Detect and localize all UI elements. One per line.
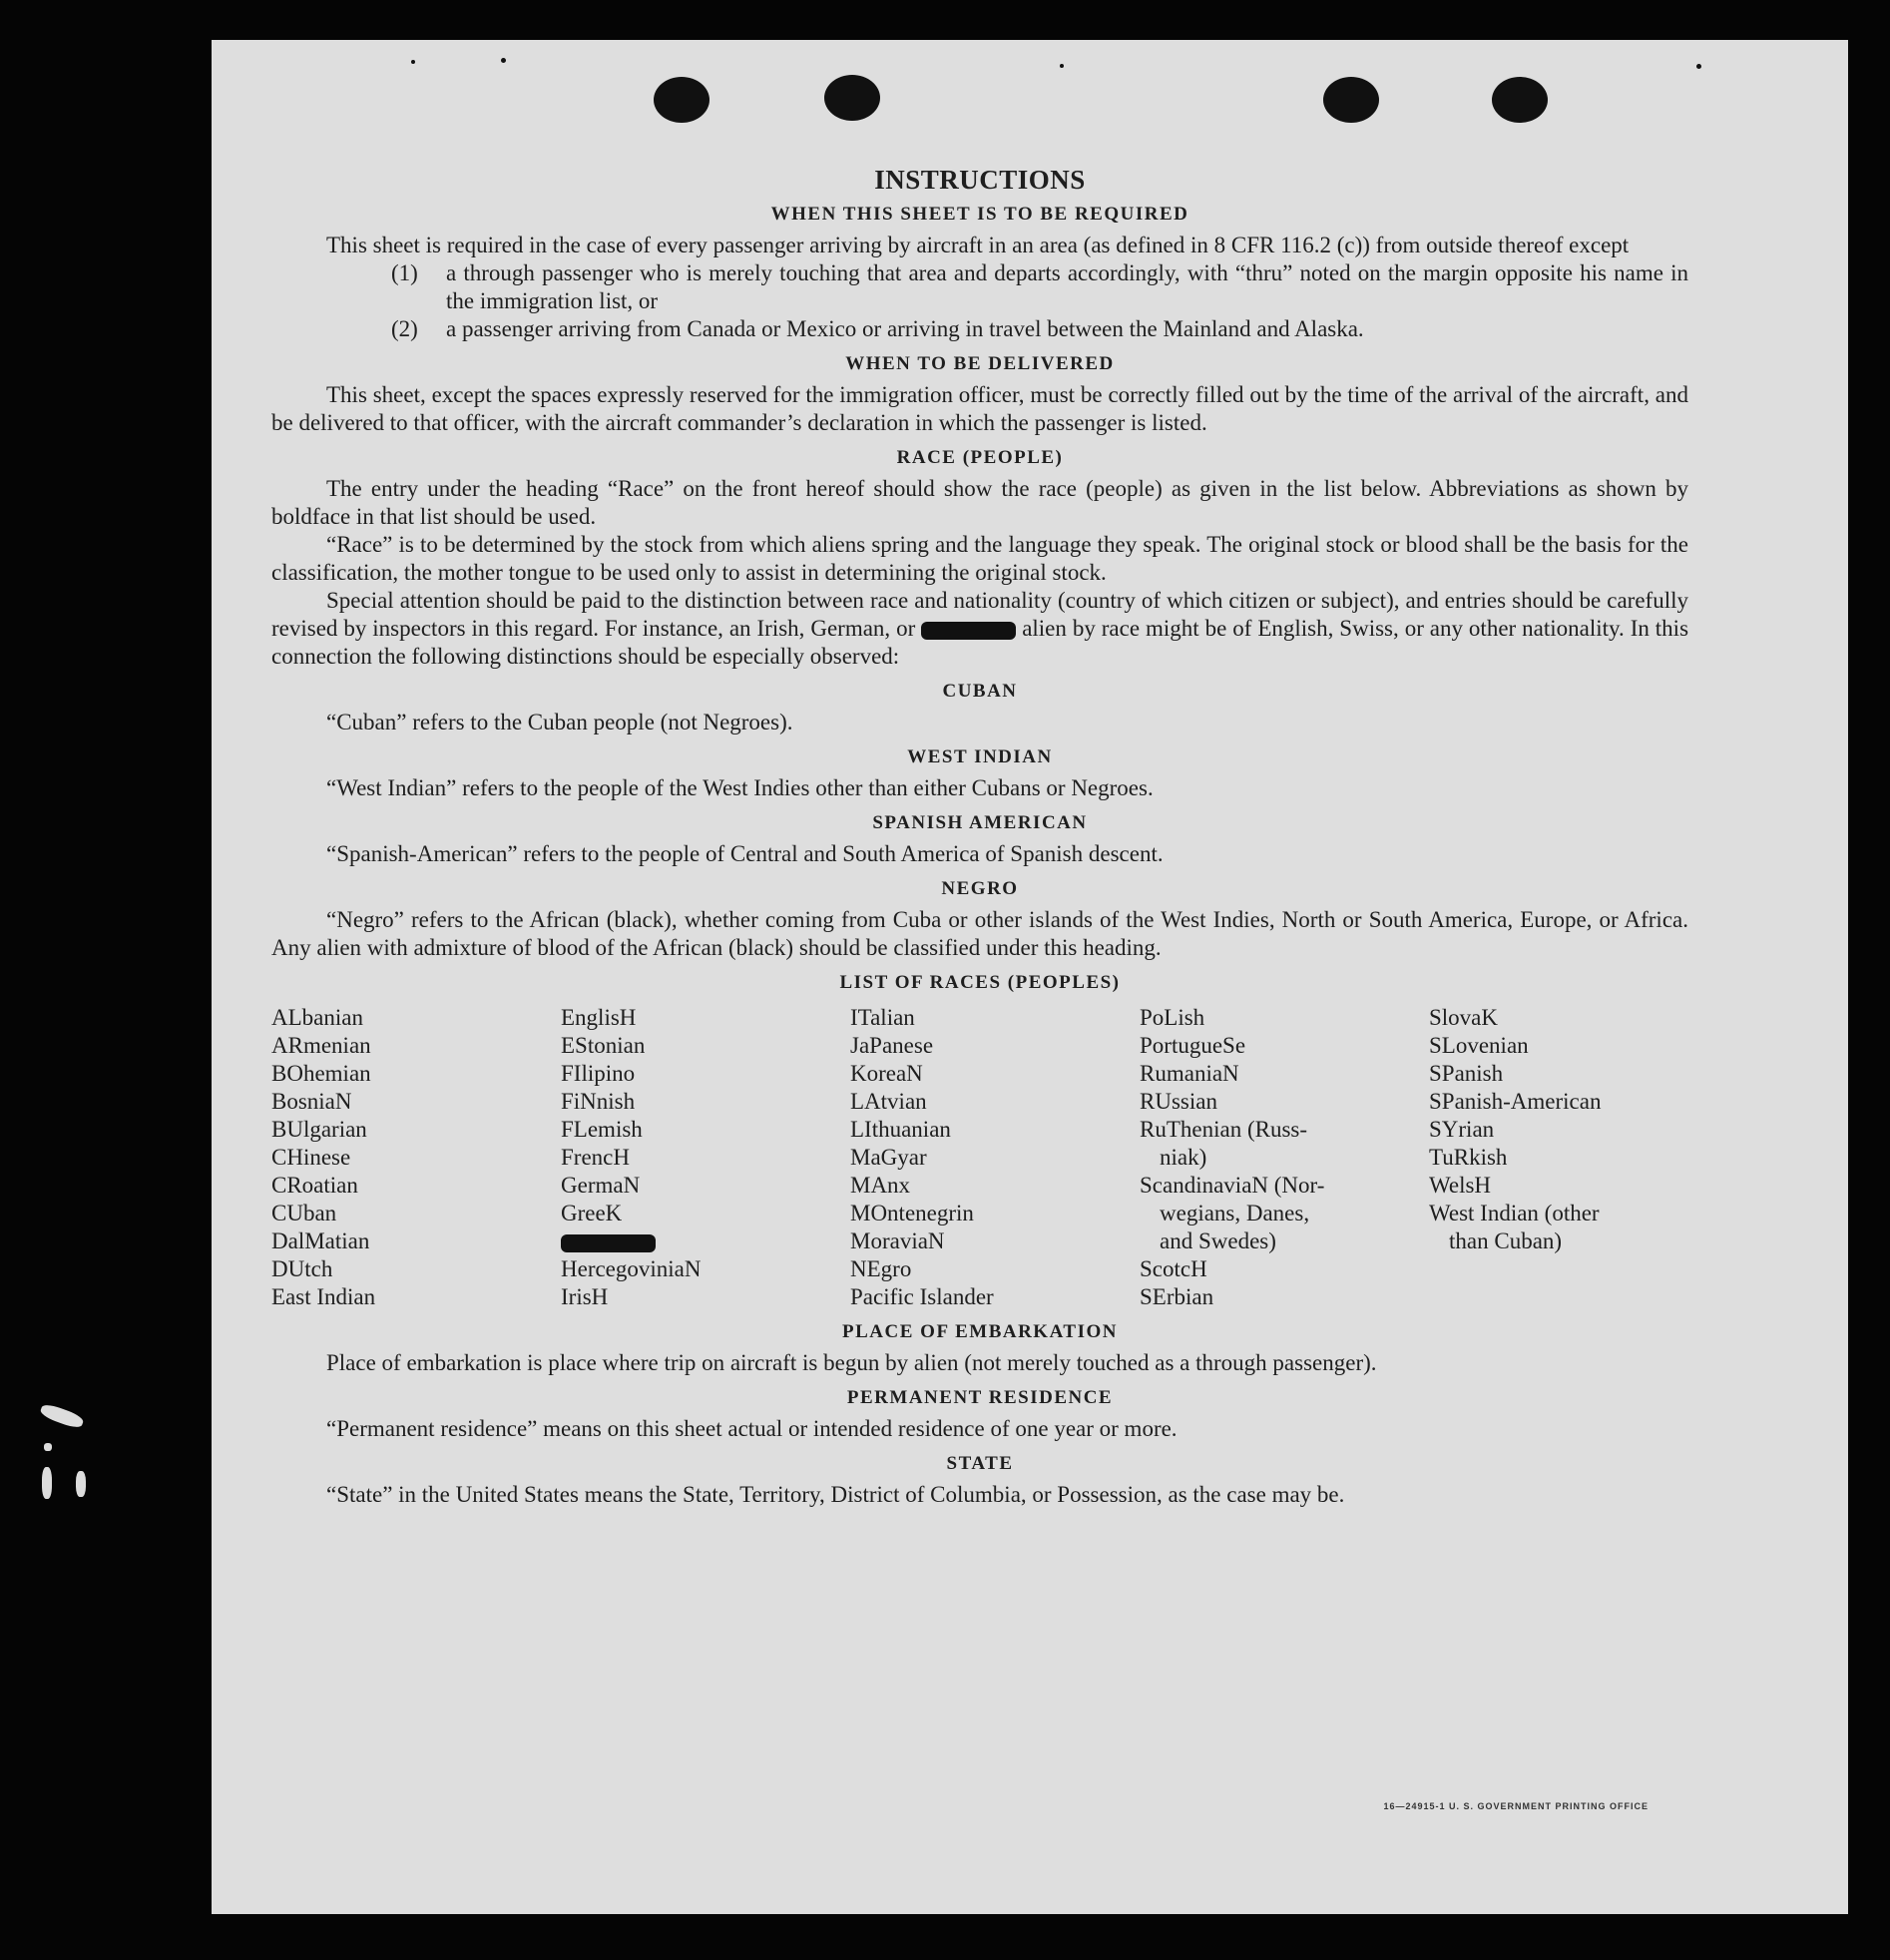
section-heading-required: WHEN THIS SHEET IS TO BE REQUIRED [770,204,1189,225]
race-entry: ITalian [850,1005,915,1030]
race-entry: NEgro [850,1256,912,1281]
instructions-content [271,165,1688,1509]
section-heading-negro: NEGRO [941,878,1019,899]
race-entry: DalMatian [271,1228,370,1253]
race-paragraph: Special attention should be paid to the distinction between race and nationality (country of which citizen or subject), and entries should be carefully revised by inspectors in this regard. For instance, an Irish, German, or alien by race might be of English, Swiss, or any other nationality. In this connection the following distinctions should be especially observed: [271,588,1689,669]
race-entry: West Indian (other [1429,1201,1600,1225]
race-entry: ScandinaviaN (Nor- [1140,1173,1325,1198]
race-entry: niak) [1160,1145,1207,1170]
section-heading-west-indian: WEST INDIAN [907,746,1053,767]
residence-text: “Permanent residence” means on this sheet actual or intended residence of one year or more. [326,1416,1178,1441]
race-entry: MOntenegrin [850,1201,974,1225]
punch-hole [1323,77,1379,123]
race-entry: GermaN [561,1173,641,1198]
race-column [271,1004,561,1311]
race-entry: RumaniaN [1140,1061,1239,1086]
race-entry: CHinese [271,1145,351,1170]
race-entry: SPanish [1429,1061,1504,1086]
spanish-american-text: “Spanish-American” refers to the people of Central and South America of Spanish descent. [326,841,1164,866]
race-entry: JaPanese [850,1033,934,1058]
race-entry: FiNnish [561,1089,636,1114]
race-entry: IrisH [561,1284,609,1309]
race-entry: WelsH [1429,1173,1492,1198]
section-heading-embarkation: PLACE OF EMBARKATION [842,1321,1118,1342]
race-entry: SPanish-American [1429,1089,1602,1114]
scan-speck [1696,64,1701,69]
scan-artifact [44,1443,52,1451]
punch-hole [654,77,709,123]
scan-speck [1060,64,1064,68]
scan-speck [501,58,506,63]
race-entry: BUlgarian [271,1117,367,1142]
race-entry: ARmenian [271,1033,371,1058]
race-entry: SlovaK [1429,1005,1498,1030]
required-text: This sheet is required in the case of every passenger arriving by aircraft in an area (as defined in 8 CFR 116.2 (c)) from outside thereof except [326,233,1630,257]
punch-hole [824,75,880,121]
race-list [271,1004,1688,1311]
race-entry: TuRkish [1429,1145,1508,1170]
race-entry: EnglisH [561,1005,637,1030]
section-heading-list: LIST OF RACES (PEOPLES) [839,972,1121,993]
race-entry: SYrian [1429,1117,1495,1142]
race-entry: CUban [271,1201,337,1225]
race-entry: LIthuanian [850,1117,951,1142]
section-heading-race: RACE (PEOPLE) [896,447,1064,468]
race-entry: FLemish [561,1117,643,1142]
race-entry: RUssian [1140,1089,1217,1114]
scan-artifact [76,1471,86,1497]
west-indian-text: “West Indian” refers to the people of the West Indies other than either Cubans or Negroes. [326,775,1154,800]
race-entry: MoraviaN [850,1228,945,1253]
section-heading-cuban: CUBAN [942,681,1018,702]
cuban-text: “Cuban” refers to the Cuban people (not Negroes). [326,710,793,735]
race-entry: MAnx [850,1173,911,1198]
race-entry: East Indian [271,1284,376,1309]
race-entry: LAtvian [850,1089,927,1114]
race-entry: RuThenian (Russ- [1140,1117,1308,1142]
race-column [1429,1004,1718,1311]
race-entry: DUtch [271,1256,333,1281]
exception-list [391,259,1688,343]
race-entry: ALbanian [271,1005,363,1030]
race-paragraph: “Race” is to be determined by the stock from which aliens spring and the language they speak. The original stock or blood shall be the basis for the classification, the mother tongue to be used only to assist in determining the original stock. [271,532,1688,585]
race-entry: and Swedes) [1160,1228,1276,1253]
race-entry: than Cuban) [1449,1228,1563,1253]
scan-speck [411,60,415,64]
embarkation-text: Place of embarkation is place where trip on aircraft is begun by alien (not merely touched as a through passenger). [326,1350,1377,1375]
race-entry: MaGyar [850,1145,927,1170]
scan-artifact [42,1467,52,1499]
race-entry: GreeK [561,1201,623,1225]
race-entry: SLovenian [1429,1033,1529,1058]
race-entry: KoreaN [850,1061,923,1086]
race-entry: BosniaN [271,1089,352,1114]
document-sheet [212,40,1848,1914]
section-heading-state: STATE [946,1453,1014,1474]
section-heading-delivered: WHEN TO BE DELIVERED [845,353,1115,374]
race-entry: HercegoviniaN [561,1256,702,1281]
negro-text: “Negro” refers to the African (black), whether coming from Cuba or other islands of the West Indies, North or South America, Europe, or Africa. Any alien with admixture of blood of the African (black) should be classified under this heading. [271,907,1688,960]
punch-hole [1492,77,1548,123]
race-entry: ScotcH [1140,1256,1207,1281]
section-heading-spanish-american: SPANISH AMERICAN [872,812,1088,833]
section-heading-residence: PERMANENT RESIDENCE [846,1387,1114,1408]
race-entry: wegians, Danes, [1160,1201,1310,1225]
delivered-text: This sheet, except the spaces expressly reserved for the immigration officer, must be correctly filled out by the time of the arrival of the aircraft, and be delivered to that officer, with the aircraft commander’s declaration in which the passenger is listed. [271,382,1688,435]
race-entry: BOhemian [271,1061,371,1086]
page-title: INSTRUCTIONS [874,165,1086,195]
race-entry: Pacific Islander [850,1284,994,1309]
race-column [561,1004,850,1311]
race-entry: FIlipino [561,1061,636,1086]
race-paragraph: The entry under the heading “Race” on the front hereof should show the race (people) as given in the list below. Abbreviations as shown by boldface in that list should be used. [271,476,1688,529]
exception-item: (1) a through passenger who is merely touching that area and departs accordingly, with “thru” noted on the margin opposite his name in the immigration list, or [391,260,1688,313]
exception-item: (2) a passenger arriving from Canada or Mexico or arriving in travel between the Mainland and Alaska. [391,316,1364,341]
race-entry-redacted [561,1227,850,1255]
race-entry: PoLish [1140,1005,1205,1030]
race-entry: PortugueSe [1140,1033,1246,1058]
redaction-mark [561,1234,656,1252]
race-entry: CRoatian [271,1173,358,1198]
race-column [850,1004,1140,1311]
race-entry: FrencH [561,1145,630,1170]
state-text: “State” in the United States means the State, Territory, District of Columbia, or Possession, as the case may be. [326,1482,1345,1507]
race-entry: SErbian [1140,1284,1214,1309]
printing-office-footer: 16—24915-1 U. S. GOVERNMENT PRINTING OFFICE [1383,1801,1649,1811]
race-entry: EStonian [561,1033,646,1058]
race-column [1140,1004,1429,1311]
scan-artifact [39,1402,85,1430]
redaction-mark [921,622,1016,640]
